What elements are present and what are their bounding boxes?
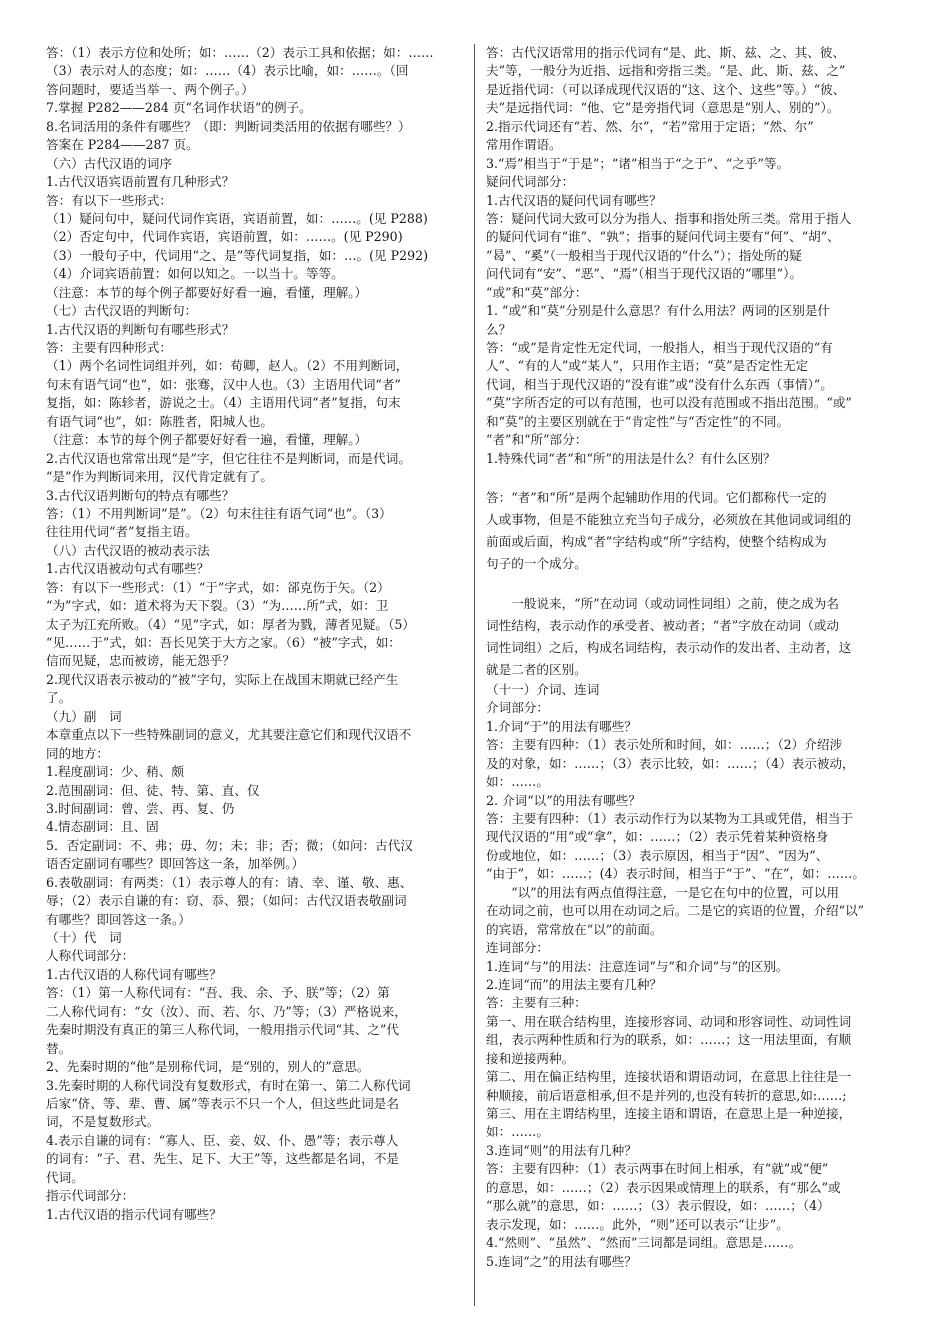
text-line: 词性结构，表示动作的承受者、被动者；“者”字放在动词（或动 bbox=[486, 617, 839, 633]
text-line: 就是二者的区别。 bbox=[486, 661, 587, 677]
text-line: 往往用代词“者”复指主语。 bbox=[46, 524, 198, 540]
text-line: “以”的用法有两点值得注意，一是它在句中的位置，可以用 bbox=[486, 884, 839, 900]
text-line: 3.先秦时期的人称代词没有复数形式，有时在第一、第二人称代词 bbox=[46, 1077, 411, 1093]
text-line: 的疑问代词有“谁”、“孰”；指事的疑问代词主要有“何”、“胡”、 bbox=[486, 229, 840, 245]
text-line: 2.古代汉语也常常出现“是”字，但它往往不是判断词，而是代词。 bbox=[46, 450, 411, 466]
text-line: 了。 bbox=[46, 690, 72, 706]
text-line: 4.情态副词：且、固 bbox=[46, 819, 159, 835]
text-line: （2）否定句中，代词作宾语，宾语前置，如：……。(见 P290) bbox=[46, 229, 403, 245]
text-line: 是近指代词：（可以译成现代汉语的“这、这个、这些”等。）“彼、 bbox=[486, 81, 846, 97]
text-line: 答：（1）表示方位和处所；如：……（2）表示工具和依据；如：…… bbox=[46, 45, 434, 60]
text-line: 答：“者”和“所”是两个起辅助作用的代词。它们都称代一定的 bbox=[486, 489, 827, 505]
text-line: 现代汉语的“用”或“拿”，如：……；（2）表示凭着某种资格身 bbox=[486, 829, 829, 845]
text-line: 答：有以下一些形式： bbox=[46, 192, 172, 208]
text-line: 2.指示代词还有“若、然、尔”，“若”常用于定语；“然、尔” bbox=[486, 118, 814, 134]
text-line: 复指，如：陈轸者，游说之士。（4）主语用代词“者”复指，句末 bbox=[46, 395, 401, 411]
text-line: 人或事物，但是不能独立充当句子成分，必须放在其他词或词组的 bbox=[486, 511, 852, 527]
text-line: 4.“然则”、“虽然”、“然而”三词都是词组。意思是……。 bbox=[486, 1235, 802, 1251]
text-line: “为”字式，如：道术将为天下裂。（3）“为……所”式，如：卫 bbox=[46, 598, 389, 614]
text-line: 句子的一个成分。 bbox=[486, 555, 587, 571]
text-line: 答：古代汉语常用的指示代词有“是、此、斯、兹、之、其、彼、 bbox=[486, 45, 846, 60]
text-line: 3.古代汉语判断句的特点有哪些？ bbox=[46, 487, 235, 503]
text-line: 常用作谓语。 bbox=[486, 137, 562, 153]
text-line: 2. 介词“以”的用法有哪些？ bbox=[486, 792, 641, 808]
text-line: （3）一般句子中，代词用“之、是”等代词复指，如：…。(见 P292) bbox=[46, 247, 429, 263]
right-section-prepositions-conjunctions bbox=[486, 681, 906, 1271]
text-line: 二人称代词有：“女（汝）、而、若、尔、乃”等；（3）严格说来， bbox=[46, 1003, 407, 1019]
text-line: 和“莫”的主要区别就在于“肯定性”与“否定性”的不同。 bbox=[486, 413, 790, 429]
text-line: 5．否定副词：不、弗；毋、勿；未；非；否；微；（如问：古代汉 bbox=[46, 837, 413, 853]
text-line: 本章重点以下一些特殊副词的意义，尤其要注意它们和现代汉语不 bbox=[46, 727, 412, 743]
text-line: 代词。 bbox=[46, 1169, 84, 1185]
text-line: 问代词有“安”、“恶”、“焉”（相当于现代汉语的“哪里”）。 bbox=[486, 266, 802, 282]
text-line: 语否定副词有哪些？即回答这一条，加举例。） bbox=[46, 856, 305, 872]
text-line: 表示发现，如：……。此外，“则”还可以表示“让步”。 bbox=[486, 1216, 789, 1232]
right-section-pronouns bbox=[486, 44, 906, 468]
text-line: 份或地位，如：……；（3）表示原因，相当于“因”、“因为”、 bbox=[486, 847, 829, 863]
text-line: 在动词之前，也可以用在动词之后。二是它的宾语的位置，介绍“以” bbox=[486, 903, 865, 919]
text-line: “是”作为判断词来用，汉代肯定就有了。 bbox=[46, 469, 273, 485]
text-line: 1.特殊代词“者”和“所”的用法是什么？有什么区别？ bbox=[486, 450, 776, 466]
text-line: 先秦时期没有真正的第三人称代词，一般用指示代词“其、之”代 bbox=[46, 1022, 399, 1038]
text-line: 答：主要有四种：（1）表示动作行为以某物为工具或凭借，相当于 bbox=[486, 811, 853, 826]
blank-line bbox=[486, 575, 906, 593]
text-line: “见……于”式，如：吾长见笑于大方之家。（6）“被”字式，如： bbox=[46, 635, 401, 650]
text-line: 代词，相当于现代汉语的“没有谁”或“没有什么东西（事情）”。 bbox=[486, 376, 833, 392]
text-line: “莫”字所否定的可以有范围，也可以没有范围或不指出范围。“或” bbox=[486, 395, 852, 411]
text-line: 如：……。 bbox=[486, 1124, 549, 1140]
text-line: 2、先秦时期的“他”是别称代词，是“别的，别人的”意思。 bbox=[46, 1059, 370, 1075]
text-line: 1.程度副词：少、稍、颇 bbox=[46, 764, 184, 780]
text-line: 如：……。 bbox=[486, 774, 549, 790]
text-line: 答问题时，要适当举一、两个例子。） bbox=[46, 81, 254, 97]
text-line: （十一）介词、连词 bbox=[486, 681, 600, 697]
text-line: 词性词组）之后，构成名词结构，表示动作的发出者、主动者，这 bbox=[486, 639, 852, 655]
text-line: “或”和“莫”部分： bbox=[486, 284, 588, 300]
text-line: 后家“侪、等、辈、曹、属”等表示不只一个人，但这些此词是名 bbox=[46, 1095, 399, 1111]
text-line: （七）古代汉语的判断句： bbox=[46, 303, 198, 319]
text-line: 句末有语气词“也”，如：张骞，汉中人也。（3）主语用代词“者” bbox=[46, 376, 401, 392]
text-line: 1.古代汉语被动句式有哪些？ bbox=[46, 561, 210, 577]
text-line: （4）介词宾语前置：如何以知之。一以当十。等等。 bbox=[46, 266, 344, 282]
text-line: 第一、用在联合结构里，连接形容词、动词和形容词性、动词性词 bbox=[486, 1013, 852, 1029]
text-line: （六）古代汉语的词序 bbox=[46, 155, 172, 171]
text-line: （注意：本节的每个例子都要好好看一遍，看懂，理解。） bbox=[46, 284, 368, 300]
text-line: 夫”是远指代词：“他、它”是旁指代词（意思是“别人、别的”）。 bbox=[486, 100, 840, 116]
text-line: 答：（1）不用判断词“是”。（2）句末往往有语气词“也”。（3） bbox=[46, 505, 392, 521]
text-line: 的意思，如：……；（2）表示因果或情理上的联系，有“那么”或 bbox=[486, 1179, 841, 1195]
text-line: 疑问代词部分： bbox=[486, 174, 575, 190]
text-line: 答：主要有四种：（1）表示两事在时间上相承，有“就”或“便” bbox=[486, 1161, 829, 1177]
text-line: 1.古代汉语的疑问代词有哪些？ bbox=[486, 192, 662, 208]
text-line: 介词部分： bbox=[486, 700, 549, 716]
left-column bbox=[46, 44, 466, 1224]
text-line: “由于”，如：……；(4）表示时间，相当于“于”、“在”，如：……。 bbox=[486, 866, 865, 882]
text-line: 2.范围副词：但、徒、特、第、直、仅 bbox=[46, 782, 260, 798]
text-line: 2.现代汉语表示被动的“被”字句，实际上在战国末期就已经产生 bbox=[46, 671, 399, 687]
text-line: 么？ bbox=[486, 321, 512, 337]
text-line: 答：疑问代词大致可以分为指人、指事和指处所三类。常用于指人 bbox=[486, 210, 852, 226]
text-line: （十）代 词 bbox=[46, 930, 122, 945]
text-line: 5.连词“之”的用法有哪些？ bbox=[486, 1253, 637, 1269]
text-line: （九）副 词 bbox=[46, 708, 122, 724]
text-line: 答：主要有三种： bbox=[486, 995, 587, 1011]
text-line: 4.表示自谦的词有：“寡人、臣、妾、奴、仆、愚”等；表示尊人 bbox=[46, 1132, 399, 1148]
text-line: 1. “或”和“莫”分别是什么意思？有什么用法？两词的区别是什 bbox=[486, 303, 831, 319]
text-line: （1）两个名词性词组并列，如：荀卿，赵人。（2）不用判断词， bbox=[46, 358, 409, 374]
text-line: （3）表示对人的态度；如：……（4）表示比喻，如：……。（回 bbox=[46, 63, 409, 79]
text-line: 第三、用在主谓结构里，连接主语和谓语，在意思上是一种逆接， bbox=[486, 1106, 852, 1121]
text-line: 1.介词“于”的用法有哪些？ bbox=[486, 718, 637, 734]
text-line: “曷”、“奚”（一般相当于现代汉语的“什么”）；指处所的疑 bbox=[486, 247, 802, 263]
text-line: 前面或后面，构成“者”字结构或“所”字结构，使整个结构成为 bbox=[486, 533, 827, 549]
text-line: 1.连词“与”的用法：注意连词“与”和介词“与”的区别。 bbox=[486, 958, 789, 974]
explanation-zhe-suo bbox=[486, 593, 906, 681]
text-line: （八）古代汉语的被动表示法 bbox=[46, 542, 210, 558]
text-line: 答：主要有四种：（1）表示处所和时间，如：……；（2）介绍涉 bbox=[486, 737, 843, 753]
text-line: 2.连词“而”的用法主要有几种？ bbox=[486, 976, 663, 992]
text-line: 种顺接，前后语意相承,但不是并列的,也没有转折的意思,如:……; bbox=[486, 1087, 847, 1103]
text-line: 词，不是复数形式。 bbox=[46, 1114, 160, 1130]
text-line: 3.“焉”相当于“于是”；“诸”相当于“之于”、“之乎”等。 bbox=[486, 155, 790, 171]
text-line: 人称代词部分： bbox=[46, 948, 135, 964]
text-line: 3.连词“则”的用法有几种？ bbox=[486, 1142, 637, 1158]
text-line: 人”、“有的人”或“某人”，只用作主语；“莫”是否定性无定 bbox=[486, 358, 809, 374]
text-line: 一般说来，“所”在动词（或动词性词组）之前，使之成为名 bbox=[486, 595, 839, 611]
text-line: 接和逆接两种。 bbox=[486, 1050, 575, 1066]
text-line: 有语气词“也”，如：陈胜者，阳城人也。 bbox=[46, 413, 273, 429]
text-line: 答：（1）第一人称代词有：“吾、我、余、予、朕”等；（2）第 bbox=[46, 985, 390, 1001]
text-line: 7.掌握 P282——284 页“名词作状语”的例子。 bbox=[46, 100, 312, 116]
text-line: 1.古代汉语的人称代词有哪些？ bbox=[46, 966, 222, 982]
text-line: 的宾语，常常放在“以”的前面。 bbox=[486, 921, 663, 937]
text-line: 辱；（2）表示自谦的有：窃、忝、猥；（如问：古代汉语表敬副词 bbox=[46, 893, 407, 909]
text-line: 答：主要有四种形式： bbox=[46, 340, 172, 355]
text-line: 8.名词活用的条件有哪些？（即：判断词类活用的依据有哪些？） bbox=[46, 118, 411, 134]
text-line: 6.表敬副词：有两类：（1）表示尊人的有：请、幸、谨、敬、惠、 bbox=[46, 874, 413, 890]
text-line: 第二、用在偏正结构里，连接状语和谓语动词，在意思上往往是一 bbox=[486, 1069, 852, 1085]
text-line: 答：有以下一些形式：（1）“于”字式，如：郤克伤于矢。（2） bbox=[46, 579, 390, 595]
text-line: （1）疑问句中，疑问代词作宾语，宾语前置，如：……。(见 P288) bbox=[46, 210, 428, 226]
text-line: 1.古代汉语宾语前置有几种形式？ bbox=[46, 174, 235, 190]
text-line: 组，表示两种性质和行为的联系，如：……；这一用法里面，有顺 bbox=[486, 1032, 852, 1048]
text-line: 信而见疑，忠而被谤，能无怨乎？ bbox=[46, 653, 235, 669]
text-line: 1.古代汉语的指示代词有哪些？ bbox=[46, 1206, 222, 1222]
right-column bbox=[486, 44, 906, 1271]
text-line: “那么就”的意思，如：……；（3）表示假设，如：……；（4） bbox=[486, 1198, 830, 1214]
text-line: 同的地方： bbox=[46, 745, 109, 761]
text-line: 太子为江充所败。（4）“见”字式，如：厚者为戮，薄者见疑。（5） bbox=[46, 616, 415, 632]
text-line: 的词有：“子、君、先生、足下、大王”等，这些都是名词，不是 bbox=[46, 1151, 399, 1167]
column-divider bbox=[474, 44, 475, 1306]
text-line: 及的对象，如：……；（3）表示比较，如：……；（4）表示被动， bbox=[486, 755, 855, 771]
text-line: 答案在 P284——287 页。 bbox=[46, 137, 199, 153]
text-line: “者”和“所”部分： bbox=[486, 432, 588, 448]
text-line: 夫”等，一般分为近指、远指和旁指三类。“是、此、斯、兹、之” bbox=[486, 63, 846, 79]
text-line: 指示代词部分： bbox=[46, 1188, 135, 1204]
text-line: 1.古代汉语的判断句有哪些形式？ bbox=[46, 321, 235, 337]
text-line: 答：“或”是肯定性无定代词，一般指人，相当于现代汉语的“有 bbox=[486, 340, 833, 355]
text-line: 替。 bbox=[46, 1040, 72, 1056]
text-line: 连词部分： bbox=[486, 940, 549, 956]
text-line: （注意：本节的每个例子都要好好看一遍，看懂，理解。） bbox=[46, 432, 368, 448]
blank-line bbox=[486, 468, 906, 486]
answer-zhe-suo bbox=[486, 487, 906, 575]
text-line: 有哪些？即回答这一条。） bbox=[46, 911, 191, 927]
text-line: 3.时间副词：曾、尝、再、复、仍 bbox=[46, 800, 235, 816]
